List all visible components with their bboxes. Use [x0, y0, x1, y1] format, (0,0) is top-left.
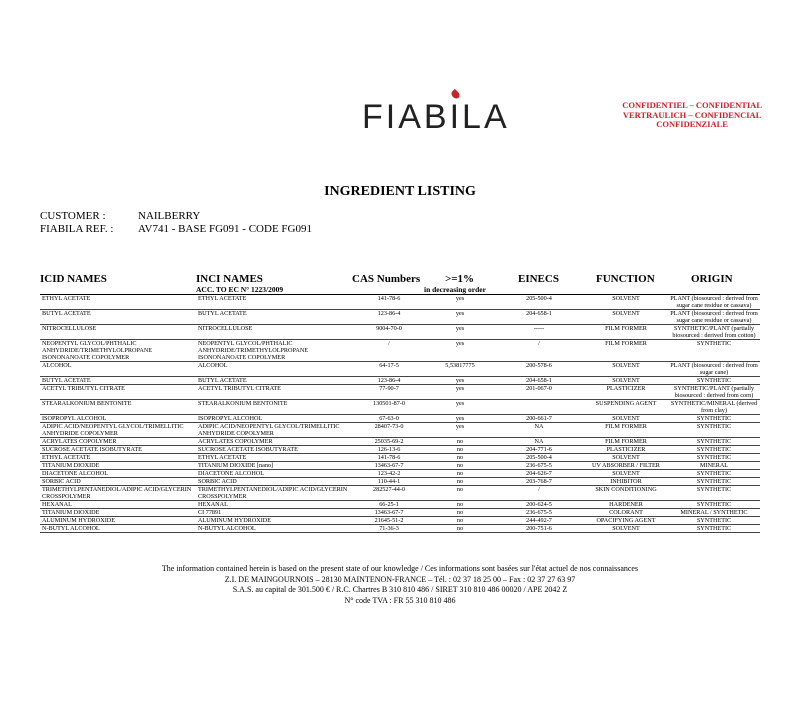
cell-pct: yes	[426, 310, 494, 325]
cell-einecs: 203-768-7	[494, 478, 584, 486]
cell-function: COLORANT	[584, 509, 668, 517]
cell-function: FILM FORMER	[584, 325, 668, 340]
cell-icid: ACRYLATES COPOLYMER	[40, 438, 196, 446]
header-icid: ICID NAMES	[40, 273, 107, 285]
cell-origin: MINERAL	[668, 462, 760, 470]
cell-inci: TRIMETHYLPENTANEDIOL/ADIPIC ACID/GLYCERIN CROSSPOLYMER	[196, 486, 352, 501]
cell-pct: 5,53817775	[426, 362, 494, 377]
ingredient-table	[40, 295, 760, 533]
cell-function: PLASTICIZER	[584, 446, 668, 454]
cell-cas: 126-13-6	[352, 446, 426, 454]
cell-einecs: NA	[494, 423, 584, 438]
cell-einecs: 204-658-1	[494, 377, 584, 385]
header-einecs: EINECS	[518, 273, 559, 285]
cell-cas: 141-78-6	[352, 295, 426, 310]
cell-inci: NEOPENTYL GLYCOL/PHTHALIC ANHYDRIDE/TRIMETHYLOLPROPANE ISONONANOATE COPOLYMER	[196, 340, 352, 362]
cell-icid: ETHYL ACETATE	[40, 454, 196, 462]
cell-cas: 110-44-1	[352, 478, 426, 486]
cell-cas: 123-42-2	[352, 470, 426, 478]
table-row	[40, 462, 760, 470]
cell-pct: no	[426, 517, 494, 525]
cell-icid: ACETYL TRIBUTYL CITRATE	[40, 385, 196, 400]
cell-icid: STEARALKONIUM BENTONITE	[40, 400, 196, 415]
cell-cas: 123-86-4	[352, 310, 426, 325]
cell-einecs: 200-661-7	[494, 415, 584, 423]
table-row	[40, 454, 760, 462]
cell-origin: MINERAL / SYNTHETIC	[668, 509, 760, 517]
cell-pct: no	[426, 501, 494, 509]
cell-inci: ETHYL ACETATE	[196, 295, 352, 310]
cell-origin: SYNTHETIC	[668, 446, 760, 454]
cell-origin: SYNTHETIC	[668, 517, 760, 525]
logo-i	[450, 98, 462, 137]
cell-inci: STEARALKONIUM BENTONITE	[196, 400, 352, 415]
cell-function: FILM FORMER	[584, 423, 668, 438]
cell-einecs: 205-500-4	[494, 454, 584, 462]
table-row	[40, 486, 760, 501]
table-row	[40, 310, 760, 325]
cell-origin: SYNTHETIC	[668, 415, 760, 423]
table-row	[40, 362, 760, 377]
header-inci-sub: ACC. TO EC N° 1223/2009	[196, 285, 284, 294]
cell-cas: /	[352, 340, 426, 362]
cell-inci: ALUMINUM HYDROXIDE	[196, 517, 352, 525]
cell-icid: ETHYL ACETATE	[40, 295, 196, 310]
cell-pct: no	[426, 470, 494, 478]
cell-einecs: /	[494, 340, 584, 362]
table-row	[40, 470, 760, 478]
cell-inci: DIACETONE ALCOHOL	[196, 470, 352, 478]
cell-pct: no	[426, 454, 494, 462]
cell-cas: 141-78-6	[352, 454, 426, 462]
cell-pct: yes	[426, 377, 494, 385]
cell-pct: yes	[426, 325, 494, 340]
cell-origin: PLANT (biosourced : derived from sugar cane residue or cassava)	[668, 295, 760, 310]
cell-einecs: 236-675-5	[494, 462, 584, 470]
cell-origin: SYNTHETIC/MINERAL (derived from clay)	[668, 400, 760, 415]
cell-einecs: 200-578-6	[494, 362, 584, 377]
table-row	[40, 501, 760, 509]
cell-icid: BUTYL ACETATE	[40, 377, 196, 385]
cell-inci: ISOPROPYL ALCOHOL	[196, 415, 352, 423]
table-row	[40, 446, 760, 454]
table-row	[40, 400, 760, 415]
cell-einecs: 204-658-1	[494, 310, 584, 325]
footer-address: Z.I. DE MAINGOURNOIS – 28130 MAINTENON-FRANCE – Tél. : 02 37 18 25 00 – Fax : 02 37 27 63 97	[224, 574, 576, 584]
footer	[0, 564, 800, 606]
cell-cas: 28407-73-0	[352, 423, 426, 438]
cell-origin: PLANT (biosourced : derived from sugar cane residue or cassava)	[668, 310, 760, 325]
cell-icid: TITANIUM DIOXIDE	[40, 462, 196, 470]
cell-cas: 13463-67-7	[352, 509, 426, 517]
cell-inci: SUCROSE ACETATE ISOBUTYRATE	[196, 446, 352, 454]
cell-pct: no	[426, 446, 494, 454]
cell-cas: 64-17-5	[352, 362, 426, 377]
cell-cas: 71-36-3	[352, 525, 426, 533]
cell-inci: N-BUTYL ALCOHOL	[196, 525, 352, 533]
ref-value: AV741 - BASE FG091 - CODE FG091	[138, 223, 312, 235]
cell-pct: yes	[426, 400, 494, 415]
cell-function: SOLVENT	[584, 295, 668, 310]
confidential-notice	[622, 101, 762, 130]
cell-pct: no	[426, 462, 494, 470]
cell-icid: SORBIC ACID	[40, 478, 196, 486]
cell-origin: SYNTHETIC	[668, 470, 760, 478]
cell-function: SOLVENT	[584, 470, 668, 478]
cell-origin: SYNTHETIC	[668, 340, 760, 362]
cell-function: OPACIFYING AGENT	[584, 517, 668, 525]
cell-function: SOLVENT	[584, 362, 668, 377]
cell-pct: yes	[426, 385, 494, 400]
cell-pct: yes	[426, 295, 494, 310]
cell-function: SOLVENT	[584, 377, 668, 385]
cell-icid: NEOPENTYL GLYCOL/PHTHALIC ANHYDRIDE/TRIMETHYLOLPROPANE ISONONANOATE COPOLYMER	[40, 340, 196, 362]
header-pct: >=1%	[445, 273, 475, 285]
table-row	[40, 525, 760, 533]
cell-icid: NITROCELLULOSE	[40, 325, 196, 340]
footer-company: S.A.S. au capital de 301.500 € / R.C. Chartres B 310 810 486 / SIRET 310 810 486 00020 / APE 2042 Z	[232, 585, 568, 594]
table-row	[40, 415, 760, 423]
cell-einecs: 204-771-6	[494, 446, 584, 454]
cell-einecs: 201-067-0	[494, 385, 584, 400]
cell-function: SKIN CONDITIONING	[584, 486, 668, 501]
cell-pct: no	[426, 509, 494, 517]
cell-function: SOLVENT	[584, 525, 668, 533]
table-row	[40, 509, 760, 517]
cell-einecs: 200-624-5	[494, 501, 584, 509]
cell-origin: SYNTHETIC/PLANT (partially biosourced : derived from corn)	[668, 385, 760, 400]
cell-icid: N-BUTYL ALCOHOL	[40, 525, 196, 533]
cell-pct: yes	[426, 340, 494, 362]
cell-function: PLASTICIZER	[584, 385, 668, 400]
header-origin: ORIGIN	[691, 273, 733, 285]
table-row	[40, 340, 760, 362]
cell-icid: SUCROSE ACETATE ISOBUTYRATE	[40, 446, 196, 454]
cell-icid: ISOPROPYL ALCOHOL	[40, 415, 196, 423]
cell-cas: 67-63-0	[352, 415, 426, 423]
cell-icid: ALCOHOL	[40, 362, 196, 377]
confidential-line: CONFIDENZIALE	[656, 119, 728, 129]
table-row	[40, 385, 760, 400]
cell-icid: ALUMINUM HYDROXIDE	[40, 517, 196, 525]
header-cas: CAS Numbers	[352, 273, 421, 285]
cell-icid: BUTYL ACETATE	[40, 310, 196, 325]
cell-icid: DIACETONE ALCOHOL	[40, 470, 196, 478]
cell-origin: SYNTHETIC	[668, 438, 760, 446]
cell-origin: SYNTHETIC	[668, 478, 760, 486]
cell-origin: SYNTHETIC	[668, 525, 760, 533]
cell-icid: ADIPIC ACID/NEOPENTYL GLYCOL/TRIMELLITIC ANHYDRIDE COPOLYMER	[40, 423, 196, 438]
cell-einecs: NA	[494, 438, 584, 446]
cell-inci: SORBIC ACID	[196, 478, 352, 486]
cell-pct: yes	[426, 415, 494, 423]
table-row	[40, 295, 760, 310]
cell-cas: 9004-70-0	[352, 325, 426, 340]
cell-inci: ALCOHOL	[196, 362, 352, 377]
cell-inci: ETHYL ACETATE	[196, 454, 352, 462]
confidential-line: VERTRAULICH – CONFIDENCIAL	[622, 109, 762, 120]
cell-inci: ACETYL TRIBUTYL CITRATE	[196, 385, 352, 400]
page-title: INGREDIENT LISTING	[324, 184, 476, 199]
table-row	[40, 438, 760, 446]
cell-inci: ADIPIC ACID/NEOPENTYL GLYCOL/TRIMELLITIC ANHYDRIDE COPOLYMER	[196, 423, 352, 438]
cell-function: SOLVENT	[584, 415, 668, 423]
header-pct-sub: in decreasing order	[424, 285, 486, 294]
cell-function: FILM FORMER	[584, 438, 668, 446]
cell-pct: no	[426, 438, 494, 446]
table-row	[40, 423, 760, 438]
logo-text-i: I	[449, 98, 463, 136]
cell-function: FILM FORMER	[584, 340, 668, 362]
cell-function: SOLVENT	[584, 310, 668, 325]
cell-inci: BUTYL ACETATE	[196, 377, 352, 385]
logo-text-end: LA	[462, 98, 510, 136]
table-row	[40, 377, 760, 385]
cell-einecs: 205-500-4	[494, 295, 584, 310]
cell-inci: ACRYLATES COPOLYMER	[196, 438, 352, 446]
cell-pct: no	[426, 478, 494, 486]
cell-inci: HEXANAL	[196, 501, 352, 509]
cell-icid: TITANIUM DIOXIDE	[40, 509, 196, 517]
cell-origin: SYNTHETIC	[668, 377, 760, 385]
customer-value: NAILBERRY	[138, 210, 201, 222]
logo-text-start: FIAB	[362, 98, 450, 136]
header-function: FUNCTION	[596, 273, 655, 285]
cell-einecs: 200-751-6	[494, 525, 584, 533]
customer-info	[40, 210, 312, 236]
table-row	[40, 478, 760, 486]
cell-icid: TRIMETHYLPENTANEDIOL/ADIPIC ACID/GLYCERIN CROSSPOLYMER	[40, 486, 196, 501]
cell-inci: TITANIUM DIOXIDE [nano]	[196, 462, 352, 470]
customer-label: CUSTOMER :	[40, 210, 106, 222]
cell-einecs: -----	[494, 325, 584, 340]
cell-cas: 130501-87-0	[352, 400, 426, 415]
cell-origin: PLANT (biosourced : derived from sugar cane)	[668, 362, 760, 377]
table-row	[40, 517, 760, 525]
fiabila-logo	[362, 98, 510, 137]
cell-function: SUSPENDING AGENT	[584, 400, 668, 415]
cell-cas: 13463-67-7	[352, 462, 426, 470]
confidential-line: CONFIDENTIEL – CONFIDENTIAL	[622, 100, 762, 110]
cell-einecs: 244-492-7	[494, 517, 584, 525]
cell-origin: SYNTHETIC	[668, 486, 760, 501]
cell-function: INHIBITOR	[584, 478, 668, 486]
cell-origin: SYNTHETIC	[668, 454, 760, 462]
cell-einecs	[494, 400, 584, 415]
header-inci: INCI NAMES	[196, 273, 263, 285]
cell-pct: no	[426, 486, 494, 501]
cell-origin: SYNTHETIC	[668, 423, 760, 438]
cell-einecs: 204-626-7	[494, 470, 584, 478]
cell-cas: 123-86-4	[352, 377, 426, 385]
cell-function: UV ABSORBER / FILTER	[584, 462, 668, 470]
cell-function: HARDENER	[584, 501, 668, 509]
cell-origin: SYNTHETIC	[668, 501, 760, 509]
cell-pct: yes	[426, 423, 494, 438]
cell-cas: 21645-51-2	[352, 517, 426, 525]
cell-pct: no	[426, 525, 494, 533]
cell-cas: 25035-69-2	[352, 438, 426, 446]
cell-cas: 77-90-7	[352, 385, 426, 400]
cell-cas: 66-25-1	[352, 501, 426, 509]
cell-einecs: 236-675-5	[494, 509, 584, 517]
cell-origin: SYNTHETIC/PLANT (partially biosourced : derived from cotton)	[668, 325, 760, 340]
cell-inci: NITROCELLULOSE	[196, 325, 352, 340]
cell-inci: CI 77891	[196, 509, 352, 517]
cell-function: SOLVENT	[584, 454, 668, 462]
cell-inci: BUTYL ACETATE	[196, 310, 352, 325]
footer-disclaimer: The information contained herein is based on the present state of our knowledge / Ces informations sont basées sur l'état actuel de nos connaissances	[161, 564, 639, 573]
cell-icid: HEXANAL	[40, 501, 196, 509]
cell-einecs: /	[494, 486, 584, 501]
footer-vat: N° code TVA : FR 55 310 810 486	[344, 595, 456, 605]
table-row	[40, 325, 760, 340]
ref-label: FIABILA REF. :	[40, 223, 114, 235]
cell-cas: 282527-44-0	[352, 486, 426, 501]
